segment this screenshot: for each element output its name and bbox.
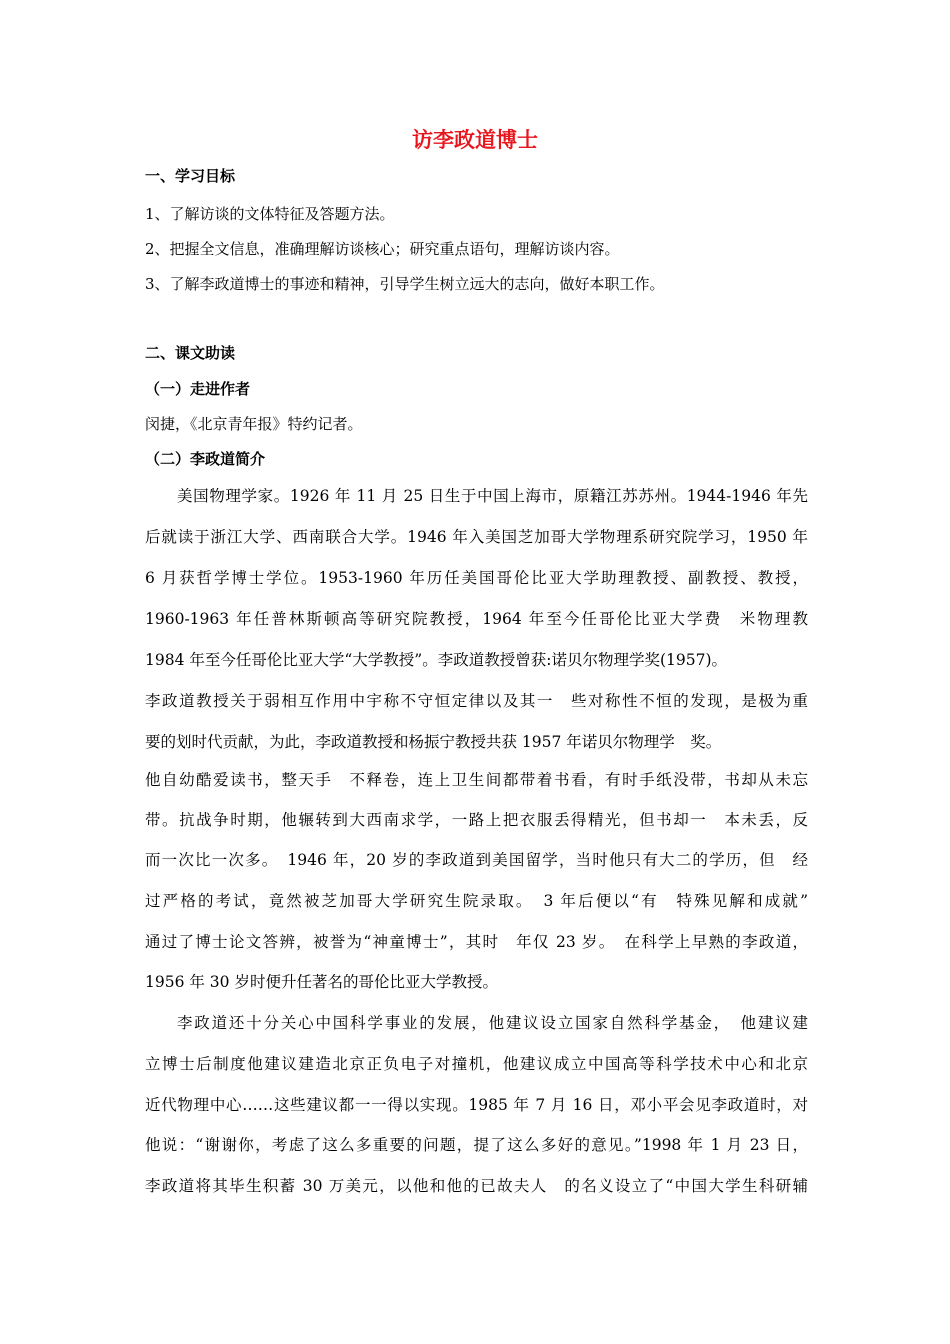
bio-line: 李政道教授关于弱相互作用中宇称不守恒定律以及其一 些对称性不恒的发现，是极为重 bbox=[145, 692, 808, 710]
bio-line: 他自幼酷爱读书，整天手 不释卷，连上卫生间都带着书看，有时手纸没带，书却从未忘 bbox=[145, 771, 808, 789]
bio-line: 美国物理学家。1926 年 11 月 25 日生于中国上海市，原籍江苏苏州。1944-1946 年先 bbox=[177, 487, 808, 505]
bio-line: 通过了博士论文答辨，被誉为“神童博士”，其时 年仅 23 岁。 在科学上早熟的李政道， bbox=[145, 933, 808, 951]
author-text: 闵捷，《北京青年报》特约记者。 bbox=[145, 415, 363, 433]
goal-item-2: 2、把握全文信息，准确理解访谈核心；研究重点语句，理解访谈内容。 bbox=[145, 240, 620, 258]
bio-line: 李政道将其毕生积蓄 30 万美元，以他和他的已故夫人 的名义设立了“中国大学生科研辅 bbox=[145, 1177, 808, 1195]
bio-line: 后就读于浙江大学、西南联合大学。1946 年入美国芝加哥大学物理系研究院学习，1950 年 bbox=[145, 528, 808, 546]
bio-line: 1956 年 30 岁时便升任著名的哥伦比亚大学教授。 bbox=[145, 973, 498, 991]
bio-line: 近代物理中心……这些建议都一一得以实现。1985 年 7 月 16 日，邓小平会见李政道时，对 bbox=[145, 1096, 808, 1114]
bio-line: 1960-1963 年任普林斯顿高等研究院教授，1964 年至今任哥伦比亚大学费 米物理教 bbox=[145, 610, 808, 628]
bio-line: 带。抗战争时期，他辗转到大西南求学，一路上把衣服丢得精光，但书却一 本未丢，反 bbox=[145, 811, 808, 829]
bio-line: 过严格的考试，竟然被芝加哥大学研究生院录取。 3 年后便以“有 特殊见解和成就” bbox=[145, 892, 808, 910]
subheading-author: （一）走进作者 bbox=[145, 380, 251, 398]
goal-item-3: 3、了解李政道博士的事迹和精神，引导学生树立远大的志向，做好本职工作。 bbox=[145, 275, 665, 293]
bio-line: 1984 年至今任哥伦比亚大学“大学教授”。李政道教授曾获:诺贝尔物理学奖(1957)。 bbox=[145, 651, 727, 669]
bio-line: 他说：“谢谢你，考虑了这么多重要的问题，提了这么多好的意见。”1998 年 1 月 23 日， bbox=[145, 1136, 808, 1154]
section-heading-reading-aid: 二、课文助读 bbox=[145, 344, 236, 362]
page-title: 访李政道博士 bbox=[412, 128, 538, 152]
bio-line: 李政道还十分关心中国科学事业的发展，他建议设立国家自然科学基金， 他建议建 bbox=[177, 1014, 808, 1032]
bio-line: 要的划时代贡献，为此，李政道教授和杨振宁教授共获 1957 年诺贝尔物理学 奖。 bbox=[145, 733, 722, 751]
goal-item-1: 1、了解访谈的文体特征及答题方法。 bbox=[145, 205, 395, 223]
bio-line: 而一次比一次多。 1946 年，20 岁的李政道到美国留学，当时他只有大二的学历，但 经 bbox=[145, 851, 808, 869]
bio-line: 6 月获哲学博士学位。1953-1960 年历任美国哥伦比亚大学助理教授、副教授、教授， bbox=[145, 569, 808, 587]
bio-line: 立博士后制度他建议建造北京正负电子对撞机，他建议成立中国高等科学技术中心和北京 bbox=[145, 1055, 808, 1073]
subheading-biography: （二）李政道简介 bbox=[145, 450, 266, 468]
section-heading-learning-goals: 一、学习目标 bbox=[145, 167, 236, 185]
